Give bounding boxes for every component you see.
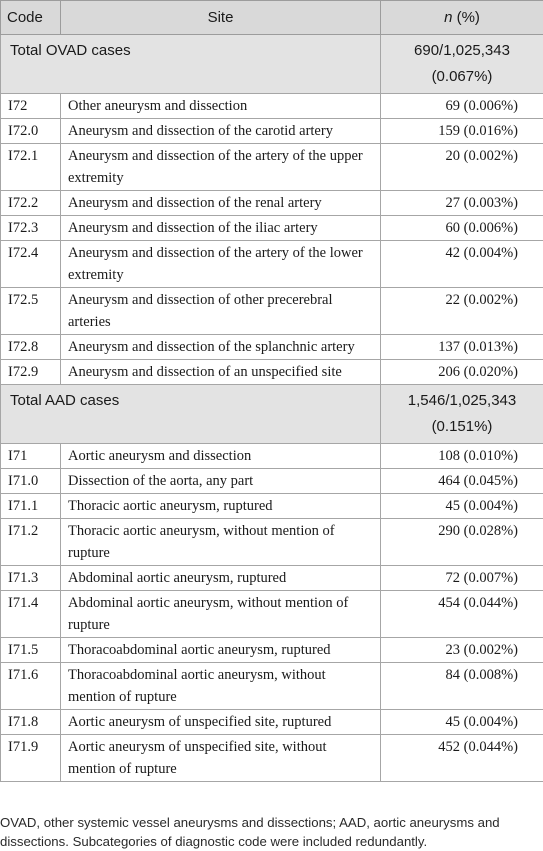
code-cell: I72.5	[1, 288, 61, 335]
code-cell: I72.0	[1, 119, 61, 144]
n-cell: 206 (0.020%)	[381, 360, 543, 385]
code-cell: I71.5	[1, 638, 61, 663]
site-cell: Aortic aneurysm and dissection	[61, 444, 381, 469]
table-row	[1, 94, 543, 119]
site-cell: Thoracic aortic aneurysm, without mention of rupture	[61, 519, 381, 566]
total-row	[1, 35, 543, 94]
total-value-line: 1,546/1,025,343	[407, 392, 517, 409]
total-label: Total OVAD cases	[1, 35, 381, 94]
site-cell: Aneurysm and dissection of other precerebral arteries	[61, 288, 381, 335]
table-row	[1, 335, 543, 360]
header-code: Code	[1, 1, 61, 35]
table-row	[1, 444, 543, 469]
site-cell: Aneurysm and dissection of the artery of the lower extremity	[61, 241, 381, 288]
table-row	[1, 710, 543, 735]
n-cell: 42 (0.004%)	[381, 241, 543, 288]
code-cell: I71.9	[1, 735, 61, 782]
table-row	[1, 144, 543, 191]
total-value-line: (0.151%)	[431, 418, 493, 435]
code-cell: I71.4	[1, 591, 61, 638]
total-value-line: (0.067%)	[431, 68, 493, 85]
n-cell: 69 (0.006%)	[381, 94, 543, 119]
n-cell: 60 (0.006%)	[381, 216, 543, 241]
header-percent: (%)	[452, 9, 480, 26]
site-cell: Aortic aneurysm of unspecified site, without mention of rupture	[61, 735, 381, 782]
n-cell: 23 (0.002%)	[381, 638, 543, 663]
code-cell: I71.6	[1, 663, 61, 710]
table-row	[1, 663, 543, 710]
table-body	[1, 35, 543, 782]
table-row	[1, 566, 543, 591]
site-cell: Aneurysm and dissection of the splanchnic artery	[61, 335, 381, 360]
code-cell: I71	[1, 444, 61, 469]
n-cell: 84 (0.008%)	[381, 663, 543, 710]
table-row	[1, 519, 543, 566]
site-cell: Dissection of the aorta, any part	[61, 469, 381, 494]
site-cell: Thoracoabdominal aortic aneurysm, ruptured	[61, 638, 381, 663]
n-cell: 27 (0.003%)	[381, 191, 543, 216]
n-cell: 20 (0.002%)	[381, 144, 543, 191]
table-footnote: OVAD, other systemic vessel aneurysms and dissections; AAD, aortic aneurysms and dissections. Subcategories of diagnostic code were included redundantly.	[0, 815, 500, 849]
table-row	[1, 241, 543, 288]
code-cell: I72.2	[1, 191, 61, 216]
site-cell: Aortic aneurysm of unspecified site, ruptured	[61, 710, 381, 735]
site-cell: Aneurysm and dissection of the carotid artery	[61, 119, 381, 144]
table-row	[1, 469, 543, 494]
site-cell: Aneurysm and dissection of the iliac artery	[61, 216, 381, 241]
n-cell: 290 (0.028%)	[381, 519, 543, 566]
table-row	[1, 360, 543, 385]
code-cell: I71.0	[1, 469, 61, 494]
site-cell: Aneurysm and dissection of the renal artery	[61, 191, 381, 216]
code-cell: I72	[1, 94, 61, 119]
n-cell: 454 (0.044%)	[381, 591, 543, 638]
n-cell: 22 (0.002%)	[381, 288, 543, 335]
table-row	[1, 591, 543, 638]
site-cell: Abdominal aortic aneurysm, ruptured	[61, 566, 381, 591]
site-cell: Thoracoabdominal aortic aneurysm, without mention of rupture	[61, 663, 381, 710]
code-cell: I71.2	[1, 519, 61, 566]
site-cell: Thoracic aortic aneurysm, ruptured	[61, 494, 381, 519]
code-cell: I72.3	[1, 216, 61, 241]
table-row	[1, 216, 543, 241]
total-value-line: 690/1,025,343	[414, 42, 510, 59]
site-cell: Other aneurysm and dissection	[61, 94, 381, 119]
table-row	[1, 119, 543, 144]
site-cell: Abdominal aortic aneurysm, without mention of rupture	[61, 591, 381, 638]
site-cell: Aneurysm and dissection of an unspecified site	[61, 360, 381, 385]
code-cell: I71.3	[1, 566, 61, 591]
table-row	[1, 735, 543, 782]
header-n: n	[444, 9, 453, 26]
total-row	[1, 385, 543, 444]
n-cell: 108 (0.010%)	[381, 444, 543, 469]
code-cell: I72.9	[1, 360, 61, 385]
n-cell: 45 (0.004%)	[381, 494, 543, 519]
total-value	[381, 35, 543, 94]
code-cell: I71.8	[1, 710, 61, 735]
n-cell: 72 (0.007%)	[381, 566, 543, 591]
header-site: Site	[61, 1, 381, 35]
n-cell: 464 (0.045%)	[381, 469, 543, 494]
header-row	[1, 1, 543, 35]
table-row	[1, 191, 543, 216]
table-row	[1, 288, 543, 335]
n-cell: 452 (0.044%)	[381, 735, 543, 782]
table-row	[1, 494, 543, 519]
table-header	[1, 1, 543, 35]
code-cell: I72.4	[1, 241, 61, 288]
code-cell: I72.8	[1, 335, 61, 360]
total-value	[381, 385, 543, 444]
n-cell: 159 (0.016%)	[381, 119, 543, 144]
header-n-percent	[381, 1, 543, 35]
total-label: Total AAD cases	[1, 385, 381, 444]
n-cell: 137 (0.013%)	[381, 335, 543, 360]
code-cell: I72.1	[1, 144, 61, 191]
table-row	[1, 638, 543, 663]
site-cell: Aneurysm and dissection of the artery of the upper extremity	[61, 144, 381, 191]
n-cell: 45 (0.004%)	[381, 710, 543, 735]
code-cell: I71.1	[1, 494, 61, 519]
